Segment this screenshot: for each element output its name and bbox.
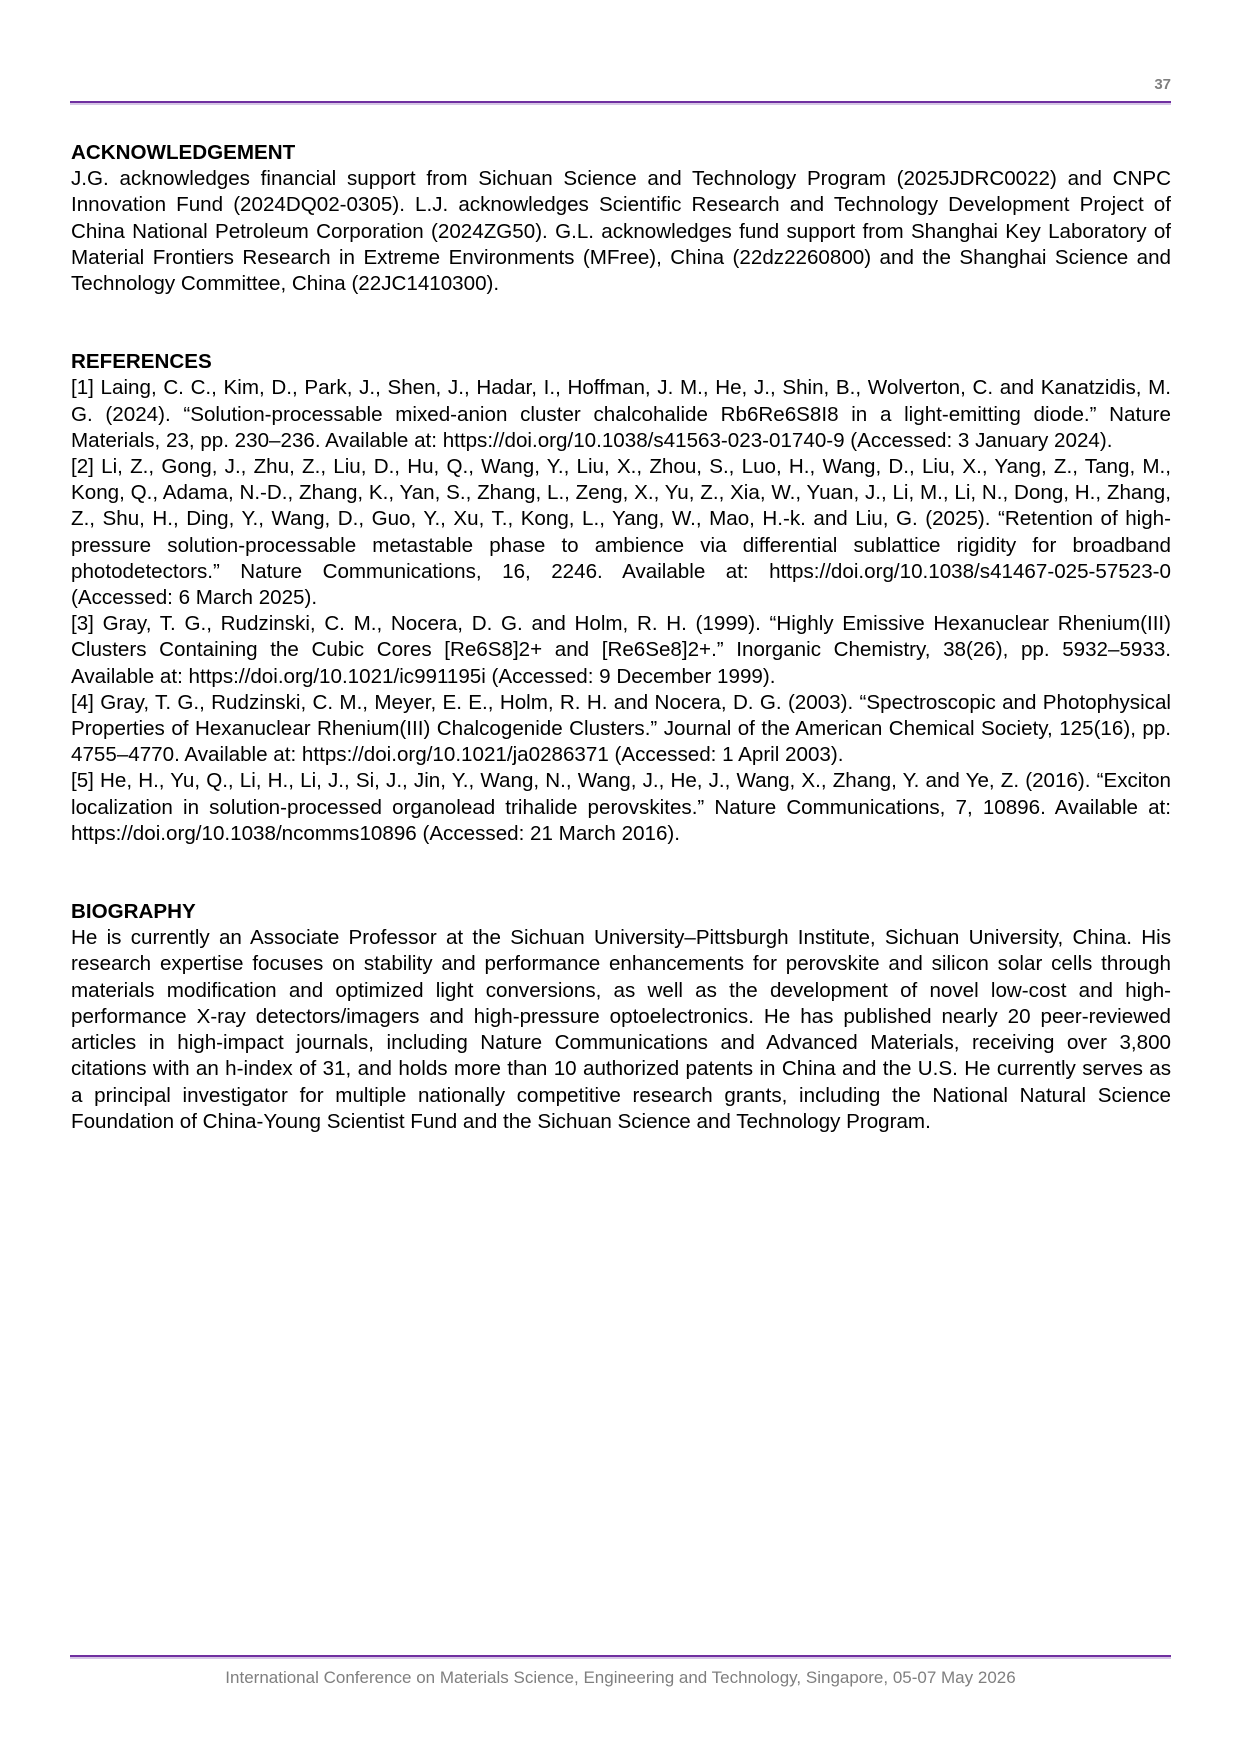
reference-item: [4] Gray, T. G., Rudzinski, C. M., Meyer, E. E., Holm, R. H. and Nocera, D. G. (2003). “Spectroscopic and Photophysical Properties of Hexanuclear Rhenium(III) Chalcogenide Clusters.” Journal of the American Chemical Society, 125(16), pp. 4755–4770. Available at: https://doi.org/10.1021/ja0286371 (Accessed: 1 April 2003). [71, 690, 1171, 767]
biography-text: He is currently an Associate Professor at the Sichuan University–Pittsburgh Institute, Sichuan University, China. His research expertise focuses on stability and performance enhancements for perovskite and silicon solar cells through materials modification and optimized light conversions, as well as the development of novel low-cost and high-performance X-ray detectors/imagers and high-pressure optoelectronics. He has published nearly 20 peer-reviewed articles in high-impact journals, including Nature Communications and Advanced Materials, receiving over 3,800 citations with an h-index of 31, and holds more than 10 authorized patents in China and the U.S. He currently serves as a principal investigator for multiple nationally competitive research grants, including the National Natural Science Foundation of China-Young Scientist Fund and the Sichuan Science and Technology Program. [71, 926, 1171, 1133]
acknowledgement-heading: ACKNOWLEDGEMENT [71, 141, 296, 164]
header-rule [70, 101, 1171, 103]
reference-item: [2] Li, Z., Gong, J., Zhu, Z., Liu, D., Hu, Q., Wang, Y., Liu, X., Zhou, S., Luo, H., Wang, D., Liu, X., Yang, Z., Tang, M., Kong, Q., Adama, N.-D., Zhang, K., Yan, S., Zhang, L., Zeng, X., Yu, Z., Xia, W., Yuan, J., Li, M., Li, N., Dong, H., Zhang, Z., Shu, H., Ding, Y., Wang, D., Guo, Y., Xu, T., Kong, L., Yang, W., Mao, H.-k. and Liu, G. (2025). “Retention of high-pressure solution-processable metastable phase to ambience via differential sublattice rigidity for broadband photodetectors.” Nature Communications, 16, 2246. Available at: https://doi.org/10.1038/s41467-025-57523-0 (Accessed: 6 March 2025). [71, 455, 1171, 610]
page-number: 37 [1154, 76, 1171, 93]
references-section [71, 349, 1171, 847]
reference-item: [5] He, H., Yu, Q., Li, H., Li, J., Si, J., Jin, Y., Wang, N., Wang, J., He, J., Wang, X., Zhang, Y. and Ye, Z. (2016). “Exciton localization in solution-processed organolead trihalide perovskites.” Nature Communications, 7, 10896. Available at: https://doi.org/10.1038/ncomms10896 (Accessed: 21 March 2016). [71, 769, 1171, 845]
biography-heading: BIOGRAPHY [71, 900, 196, 924]
footer-rule [70, 1655, 1171, 1657]
acknowledgement-section [71, 140, 1171, 297]
page-content [71, 140, 1171, 1187]
acknowledgement-text: J.G. acknowledges financial support from Sichuan Science and Technology Program (2025JDRC0022) and CNPC Innovation Fund (2024DQ02-0305). L.J. acknowledges Scientific Research and Technology Development Project of China National Petroleum Corporation (2024ZG50). G.L. acknowledges fund support from Shanghai Key Laboratory of Material Frontiers Research in Extreme Environments (MFree), China (22dz2260800) and the Shanghai Science and Technology Committee, China (22JC1410300). [71, 167, 1171, 296]
reference-item: [1] Laing, C. C., Kim, D., Park, J., Shen, J., Hadar, I., Hoffman, J. M., He, J., Shin, B., Wolverton, C. and Kanatzidis, M. G. (2024). “Solution-processable mixed-anion cluster chalcohalide Rb6Re6S8I8 in a light-emitting diode.” Nature Materials, 23, pp. 230–236. Available at: https://doi.org/10.1038/s41563-023-01740-9 (Accessed: 3 January 2024). [71, 376, 1171, 452]
biography-section [71, 899, 1171, 1135]
references-heading: REFERENCES [71, 350, 212, 374]
reference-item: [3] Gray, T. G., Rudzinski, C. M., Nocera, D. G. and Holm, R. H. (1999). “Highly Emissive Hexanuclear Rhenium(III) Clusters Containing the Cubic Cores [Re6S8]2+ and [Re6Se8]2+.” Inorganic Chemistry, 38(26), pp. 5932–5933. Available at: https://doi.org/10.1021/ic991195i (Accessed: 9 December 1999). [71, 612, 1171, 688]
footer-text: International Conference on Materials Science, Engineering and Technology, Singapore, 05-07 May 2026 [225, 1668, 1016, 1687]
